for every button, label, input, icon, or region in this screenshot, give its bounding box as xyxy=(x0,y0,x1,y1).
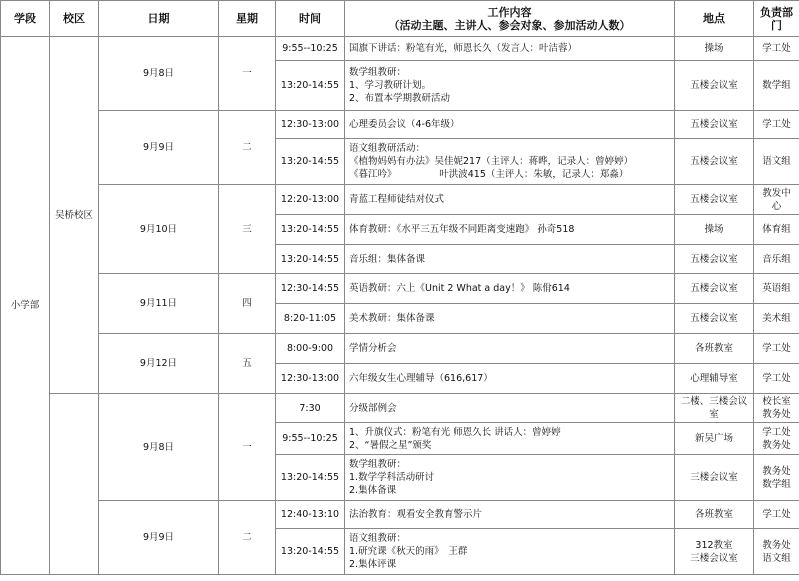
header-dept: 负责部门 xyxy=(754,1,799,37)
time-cell: 8:20-11:05 xyxy=(276,304,345,334)
content-cell: 国旗下讲话：粉笔有光，师恩长久（发言人：叶洁蓉） xyxy=(345,37,675,61)
place-cell: 各班教室 xyxy=(675,334,754,364)
date-cell: 9月8日 xyxy=(99,37,219,111)
header-weekday: 星期 xyxy=(219,1,276,37)
content-cell: 数学组教研： 1、学习教研计划。 2、布置本学期教研活动 xyxy=(345,61,675,111)
time-cell: 13:20-14:55 xyxy=(276,245,345,274)
time-cell: 8:00-9:00 xyxy=(276,334,345,364)
time-cell: 12:30-14:55 xyxy=(276,274,345,304)
date-cell: 9月8日 xyxy=(99,394,219,501)
place-cell: 心理辅导室 xyxy=(675,364,754,394)
place-cell: 五楼会议室 xyxy=(675,185,754,215)
time-cell: 13:20-14:55 xyxy=(276,455,345,501)
header-place: 地点 xyxy=(675,1,754,37)
header-stage: 学段 xyxy=(1,1,50,37)
content-cell: 学情分析会 xyxy=(345,334,675,364)
dept-cell: 学工处 xyxy=(754,37,799,61)
time-cell: 13:20-14:55 xyxy=(276,529,345,575)
weekday-cell: 二 xyxy=(219,501,276,575)
header-date: 日期 xyxy=(99,1,219,37)
place-cell: 五楼会议室 xyxy=(675,245,754,274)
campus-cell: 吴桥校区 xyxy=(50,37,99,394)
dept-cell: 语文组 xyxy=(754,139,799,185)
content-cell: 青蓝工程师徒结对仪式 xyxy=(345,185,675,215)
dept-cell: 体育组 xyxy=(754,215,799,245)
time-cell: 13:20-14:55 xyxy=(276,215,345,245)
weekday-cell: 二 xyxy=(219,111,276,185)
content-cell: 语文组教研活动： 《植物妈妈有办法》吴佳妮217（主评人：蒋晔，记录人：曾婷婷） 《暮江吟》 叶洪波415（主评人：朱敏，记录人：郑淼） xyxy=(345,139,675,185)
place-cell: 312教室 三楼会议室 xyxy=(675,529,754,575)
dept-cell: 英语组 xyxy=(754,274,799,304)
time-cell: 12:30-13:00 xyxy=(276,364,345,394)
date-cell: 9月9日 xyxy=(99,111,219,185)
dept-cell: 校长室 教务处 xyxy=(754,394,799,423)
dept-cell: 学工处 xyxy=(754,111,799,139)
table-row xyxy=(1,274,799,304)
table-row xyxy=(1,37,799,61)
header-row xyxy=(1,1,799,37)
time-cell: 13:20-14:55 xyxy=(276,61,345,111)
place-cell: 操场 xyxy=(675,37,754,61)
content-cell: 心理委员会议（4-6年级） xyxy=(345,111,675,139)
date-cell: 9月11日 xyxy=(99,274,219,334)
content-cell: 体育教研：《水平三五年级不同距离变速跑》 孙奇518 xyxy=(345,215,675,245)
weekday-cell: 一 xyxy=(219,37,276,111)
place-cell: 五楼会议室 xyxy=(675,61,754,111)
content-cell: 美术教研：集体备课 xyxy=(345,304,675,334)
content-cell: 法治教育：观看安全教育警示片 xyxy=(345,501,675,529)
dept-cell: 教务处 语文组 xyxy=(754,529,799,575)
dept-cell: 学工处 xyxy=(754,501,799,529)
dept-cell: 学工处 xyxy=(754,334,799,364)
content-cell: 分级部例会 xyxy=(345,394,675,423)
stage-cell: 小学部 xyxy=(1,37,50,575)
header-content-subtitle: （活动主题、主讲人、参会对象、参加活动人数） xyxy=(388,18,631,32)
table-row xyxy=(1,111,799,139)
time-cell: 12:30-13:00 xyxy=(276,111,345,139)
weekday-cell: 一 xyxy=(219,394,276,501)
dept-cell: 美术组 xyxy=(754,304,799,334)
time-cell: 12:20-13:00 xyxy=(276,185,345,215)
place-cell: 操场 xyxy=(675,215,754,245)
place-cell: 五楼会议室 xyxy=(675,111,754,139)
place-cell: 五楼会议室 xyxy=(675,139,754,185)
time-cell: 7:30 xyxy=(276,394,345,423)
weekday-cell: 五 xyxy=(219,334,276,394)
content-cell: 数学组教研： 1.数学学科活动研讨 2.集体备课 xyxy=(345,455,675,501)
place-cell: 各班教室 xyxy=(675,501,754,529)
time-cell: 9:55--10:25 xyxy=(276,423,345,455)
date-cell: 9月9日 xyxy=(99,501,219,575)
table-row xyxy=(1,501,799,529)
header-content-title: 工作内容 xyxy=(487,5,532,19)
place-cell: 二楼、三楼会议室 xyxy=(675,394,754,423)
time-cell: 9:55--10:25 xyxy=(276,37,345,61)
header-content xyxy=(345,1,675,37)
content-cell: 1、升旗仪式：粉笔有光 师恩久长 讲话人：曾婷婷 2、“暑假之星”颁奖 xyxy=(345,423,675,455)
dept-cell: 数学组 xyxy=(754,61,799,111)
content-cell: 语文组教研： 1.研究课《秋天的雨》 王群 2.集体评课 xyxy=(345,529,675,575)
dept-cell: 学工处 教务处 xyxy=(754,423,799,455)
content-cell: 六年级女生心理辅导（616,617） xyxy=(345,364,675,394)
date-cell: 9月12日 xyxy=(99,334,219,394)
campus-cell-empty xyxy=(50,394,99,575)
time-cell: 13:20-14:55 xyxy=(276,139,345,185)
weekday-cell: 四 xyxy=(219,274,276,334)
dept-cell: 教发中心 xyxy=(754,185,799,215)
place-cell: 三楼会议室 xyxy=(675,455,754,501)
place-cell: 五楼会议室 xyxy=(675,274,754,304)
date-cell: 9月10日 xyxy=(99,185,219,274)
dept-cell: 学工处 xyxy=(754,364,799,394)
table-row xyxy=(1,334,799,364)
time-cell: 12:40-13:10 xyxy=(276,501,345,529)
header-time: 时间 xyxy=(276,1,345,37)
weekday-cell: 三 xyxy=(219,185,276,274)
place-cell: 新吴广场 xyxy=(675,423,754,455)
table-row xyxy=(1,394,799,423)
table-row xyxy=(1,185,799,215)
content-cell: 英语教研：六上《Unit 2 What a day！》 陈佾614 xyxy=(345,274,675,304)
content-cell: 音乐组：集体备课 xyxy=(345,245,675,274)
header-campus: 校区 xyxy=(50,1,99,37)
dept-cell: 音乐组 xyxy=(754,245,799,274)
dept-cell: 教务处 数学组 xyxy=(754,455,799,501)
place-cell: 五楼会议室 xyxy=(675,304,754,334)
